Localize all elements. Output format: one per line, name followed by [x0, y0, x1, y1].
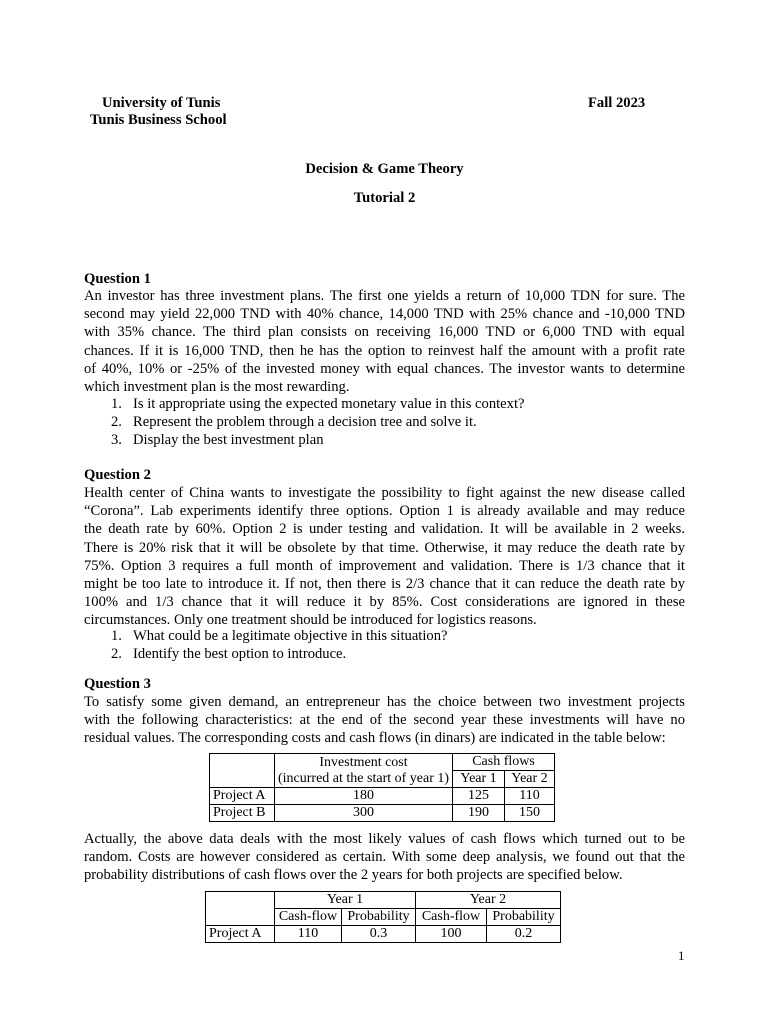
question-2-item: 2. Identify the best option to introduce. — [111, 646, 347, 662]
table-row: Project B 300 190 150 — [210, 805, 555, 822]
text-line: chances. If it is 16,000 TND, then he has the option to reinvest half the amount with a profit rate — [84, 342, 685, 359]
text-line: of 40%, 10% or -25% of the invested money with equal chances. The investor wants to determine — [84, 360, 685, 377]
question-1-heading: Question 1 — [84, 271, 151, 287]
question-2-heading: Question 2 — [84, 467, 151, 483]
text-line: second may yield 22,000 TND with 40% chance, 14,000 TND with 25% chance and -10,000 TND — [84, 306, 685, 323]
probability-table — [205, 891, 561, 943]
question-1-item: 3. Display the best investment plan — [111, 432, 324, 448]
text-line: random. Costs are however considered as certain. With some deep analysis, we found out that the — [84, 849, 685, 866]
course-title: Decision & Game Theory — [305, 161, 464, 177]
question-3-text — [84, 693, 685, 748]
school-name: Tunis Business School — [90, 112, 227, 128]
table-row: Project A 180 125 110 — [210, 788, 555, 805]
probability-header: Probability — [487, 909, 561, 926]
text-line: might be too late to introduce it. If not, then there is 2/3 chance that it can reduce the death rate by — [84, 576, 685, 593]
question-3-heading: Question 3 — [84, 676, 151, 692]
cash-flows-header: Cash flows — [453, 754, 555, 771]
investment-cost-header: Investment cost (incurred at the start of year 1) — [275, 754, 453, 788]
university-name: University of Tunis — [102, 95, 221, 111]
probability-header: Probability — [342, 909, 416, 926]
cash-flow-header: Cash-flow — [275, 909, 342, 926]
cash-flow-header: Cash-flow — [416, 909, 487, 926]
text-line: circumstances. Only one treatment should be introduced for logistics reasons. — [84, 612, 537, 629]
text-line: probability distributions of cash flows over the 2 years for both projects are specified below. — [84, 867, 623, 884]
year-1-header: Year 1 — [275, 892, 416, 909]
tutorial-title: Tutorial 2 — [353, 190, 416, 206]
year-2-header: Year 2 — [505, 771, 555, 788]
text-line: with the following characteristics: at the end of the second year these investments will have no — [84, 712, 685, 729]
year-2-header: Year 2 — [416, 892, 561, 909]
text-line: To satisfy some given demand, an entrepreneur has the choice between two investment projects — [84, 694, 685, 710]
text-line: Health center of China wants to investigate the possibility to fight against the new disease called — [84, 485, 685, 501]
question-2-item: 1. What could be a legitimate objective in this situation? — [111, 628, 448, 644]
text-line: with 35% chance. The third plan consists on receiving 16,000 TND or 6,000 TND with equal — [84, 324, 685, 341]
text-line: 100% and 1/3 chance that it will reduce it by 85%. Cost considerations are ignored in these — [84, 594, 685, 611]
question-1-item: 1. Is it appropriate using the expected monetary value in this context? — [111, 396, 525, 412]
text-line: Actually, the above data deals with the most likely values of cash flows which turned out to be — [84, 831, 685, 847]
text-line: There is 20% risk that it will be obsolete by that time. Otherwise, it may reduce the death rate by — [84, 539, 685, 556]
question-2-text — [84, 484, 685, 630]
term: Fall 2023 — [588, 95, 646, 111]
text-line: “Corona”. Lab experiments identify three options. Option 1 is already available and may reduce — [84, 503, 685, 520]
page-number: 1 — [678, 948, 685, 963]
text-line: the death rate by 60%. Option 2 is under testing and validation. It will be available in 2 weeks. — [84, 521, 685, 538]
question-1-item: 2. Represent the problem through a decision tree and solve it. — [111, 414, 477, 430]
question-1-text — [84, 287, 685, 396]
text-line: residual values. The corresponding costs and cash flows (in dinars) are indicated in the table below: — [84, 730, 666, 747]
table-row: Project A 110 0.3 100 0.2 — [206, 926, 561, 943]
text-line: An investor has three investment plans. The first one yields a return of 10,000 TDN for sure. The — [84, 288, 685, 304]
year-1-header: Year 1 — [453, 771, 505, 788]
text-line: 75%. Option 3 requires a full month of improvement and validation. There is 1/3 chance that it — [84, 557, 685, 574]
text-line: which investment plan is the most rewarding. — [84, 379, 350, 396]
investment-table — [209, 753, 555, 822]
question-3-text-continued — [84, 830, 685, 885]
